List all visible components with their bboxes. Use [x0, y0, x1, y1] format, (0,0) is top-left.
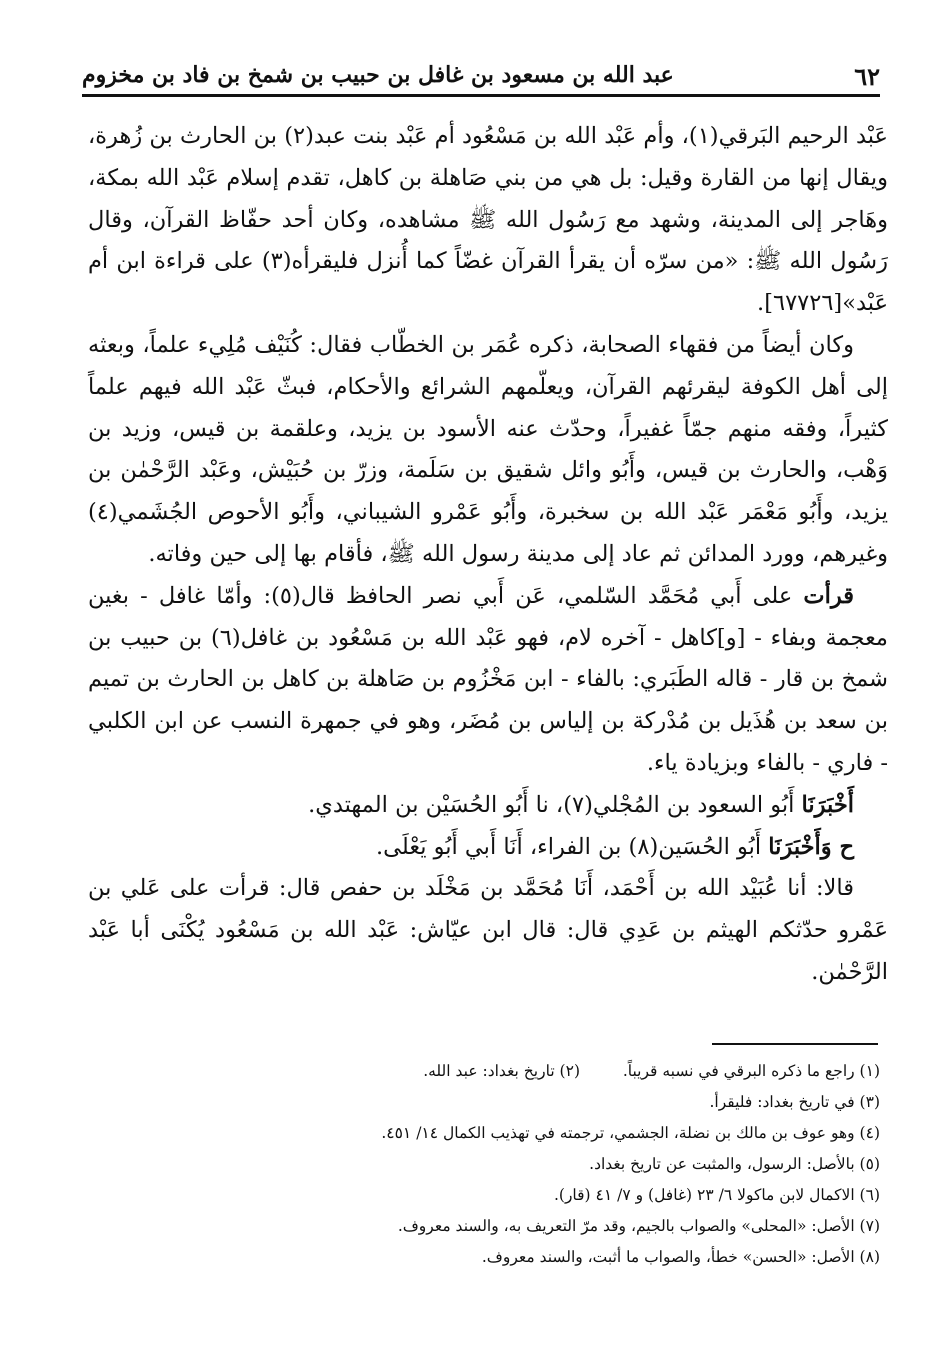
footnote-row — [280, 1087, 880, 1118]
paragraph-lineage — [88, 576, 888, 785]
paragraph-text: وكان أيضاً من فقهاء الصحابة، ذكره عُمَر بن الخطّاب فقال: كُنَيْف مُلِيء علماً، وبعثه إلى أهل الكوفة ليقرئهم القرآن، ويعلّمهم الشرائع والأحكام، فبثّ عَبْد الله فيهم علماً كثيراً، وفقه منهم جمّاً غفيراً، وحدّث عنه الأسود بن يزيد، وعلقمة بن قيس، وزيد بن وَهْب، والحارث بن قيس، وأَبُو وائل شقيق بن سَلَمة، وزرّ بن حُبَيْش، وعَبْد الرَّحْمٰن بن يزيد، وأَبُو مَعْمَر عَبْد الله بن سخبرة، وأَبُو عَمْرو الشيباني، وأَبُو الأحوص الجُشَمي(٤) وغيرهم، وورد المدائن ثم عاد إلى مدينة رسول الله ﷺ، فأقام بها إلى حين وفاته. — [88, 331, 888, 567]
footnote-1: (١) راجع ما ذكره البرقي في نسبه قريباً. — [622, 1062, 880, 1080]
paragraph-text: على أَبي مُحَمَّد السّلمي، عَن أَبي نصر الحافظ قال(٥): وأمّا غافل - بغين معجمة وبفاء - [و]كاهل - آخره لام، فهو عَبْد الله بن مَسْعُود بن غافل(٦) بن حبيب بن شمخ بن قار - قاله الطَبَري: بالفاء - ابن مَخْزُوم بن صَاهلة بن كاهل بن الحارث بن تميم بن سعد بن هُذَيل بن مُدْركة بن إلياس بن مُضَر، وهو في جمهرة النسب عن ابن الكلبي - فاري - بالفاء وبزيادة ياء. — [88, 582, 888, 776]
footnote-3: (٣) في تاريخ بغداد: فليقرأ. — [709, 1093, 880, 1111]
footnote-rule — [712, 1043, 878, 1045]
paragraph-text: قالا: أنا عُبَيْد الله بن أَحْمَد، أَنَا مُحَمَّد بن مَخْلَد بن حفص قال: قرأت على عَلي بن عَمْرو حدّثكم الهيثم بن عَدِي قال: قال ابن عيّاش: عَبْد الله بن مَسْعُود يُكْنَى أبا عَبْد الرَّحْمٰن. — [88, 875, 888, 985]
paragraph-lead: أَخْبَرَنَا — [801, 791, 854, 818]
paragraph-lead: قرأت — [803, 582, 854, 609]
main-text — [88, 116, 888, 994]
footnote-5: (٥) بالأصل: الرسول، والمثبت عن تاريخ بغداد. — [589, 1155, 880, 1173]
footnote-8: (٨) الأصل: «الحسن» خطأ، والصواب ما أثبت، والسند معروف. — [481, 1248, 880, 1266]
footnote-row — [280, 1149, 880, 1180]
paragraph-lead: ح وَأَخْبَرَنَا — [768, 833, 854, 860]
paragraph-isnad-1 — [88, 785, 888, 827]
footnote-row — [280, 1118, 880, 1149]
footnote-row — [280, 1180, 880, 1211]
footnote-row — [280, 1242, 880, 1273]
footnote-7: (٧) الأصل: «المحلى» والصواب بالجيم، وقد مرّ التعريف به، والسند معروف. — [397, 1217, 880, 1235]
paragraph-isnad-2 — [88, 827, 888, 869]
paragraph-companions — [88, 325, 888, 576]
paragraph-text: أَبُو السعود بن المُجْلي(٧)، نا أَبُو الحُسَيْن بن المهتدي. — [308, 791, 802, 818]
page-header — [82, 58, 880, 92]
footnote-6: (٦) الاكمال لابن ماكولا ٦/ ٢٣ (غافل) و ٧/ ٤١ (قار). — [553, 1186, 880, 1204]
paragraph-kunya — [88, 868, 888, 993]
header-rule — [82, 94, 880, 97]
footnotes — [280, 1056, 880, 1273]
paragraph-text: عَبْد الرحيم البَرقي(١)، وأم عَبْد الله بن مَسْعُود أم عَبْد بنت عبد(٢) بن الحارث بن زُهرة، ويقال إنها من القارة وقيل: بل هي من بني صَاهلة بن كاهل، تقدم إسلام عَبْد الله بمكة، وهَاجر إلى المدينة، وشهد مع رَسُول الله ﷺ مشاهده، وكان أحد حفّاظ القرآن، وقال رَسُول الله ﷺ: «من سرّه أن يقرأ القرآن غضّاً كما أُنزل فليقرأه(٣) على قراءة ابن أم عَبْد»[٦٧٧٢٦]. — [88, 123, 888, 317]
footnote-row — [280, 1211, 880, 1242]
running-title: عبد الله بن مسعود بن غافل بن حبيب بن شمخ بن فاد بن مخزوم — [82, 62, 674, 88]
footnote-2: (٢) تاريخ بغداد: عبد الله. — [423, 1062, 580, 1080]
paragraph-biography — [88, 116, 888, 325]
footnote-4: (٤) وهو عوف بن مالك بن نضلة، الجشمي، ترجمته في تهذيب الكمال ١٤/ ٤٥١. — [381, 1124, 880, 1142]
footnote-row — [280, 1056, 880, 1087]
paragraph-text: أَبُو الحُسَين(٨) بن الفراء، أَنَا أَبي أَبُو يَعْلَى. — [376, 833, 769, 860]
page-number: ٦٢ — [854, 62, 880, 91]
